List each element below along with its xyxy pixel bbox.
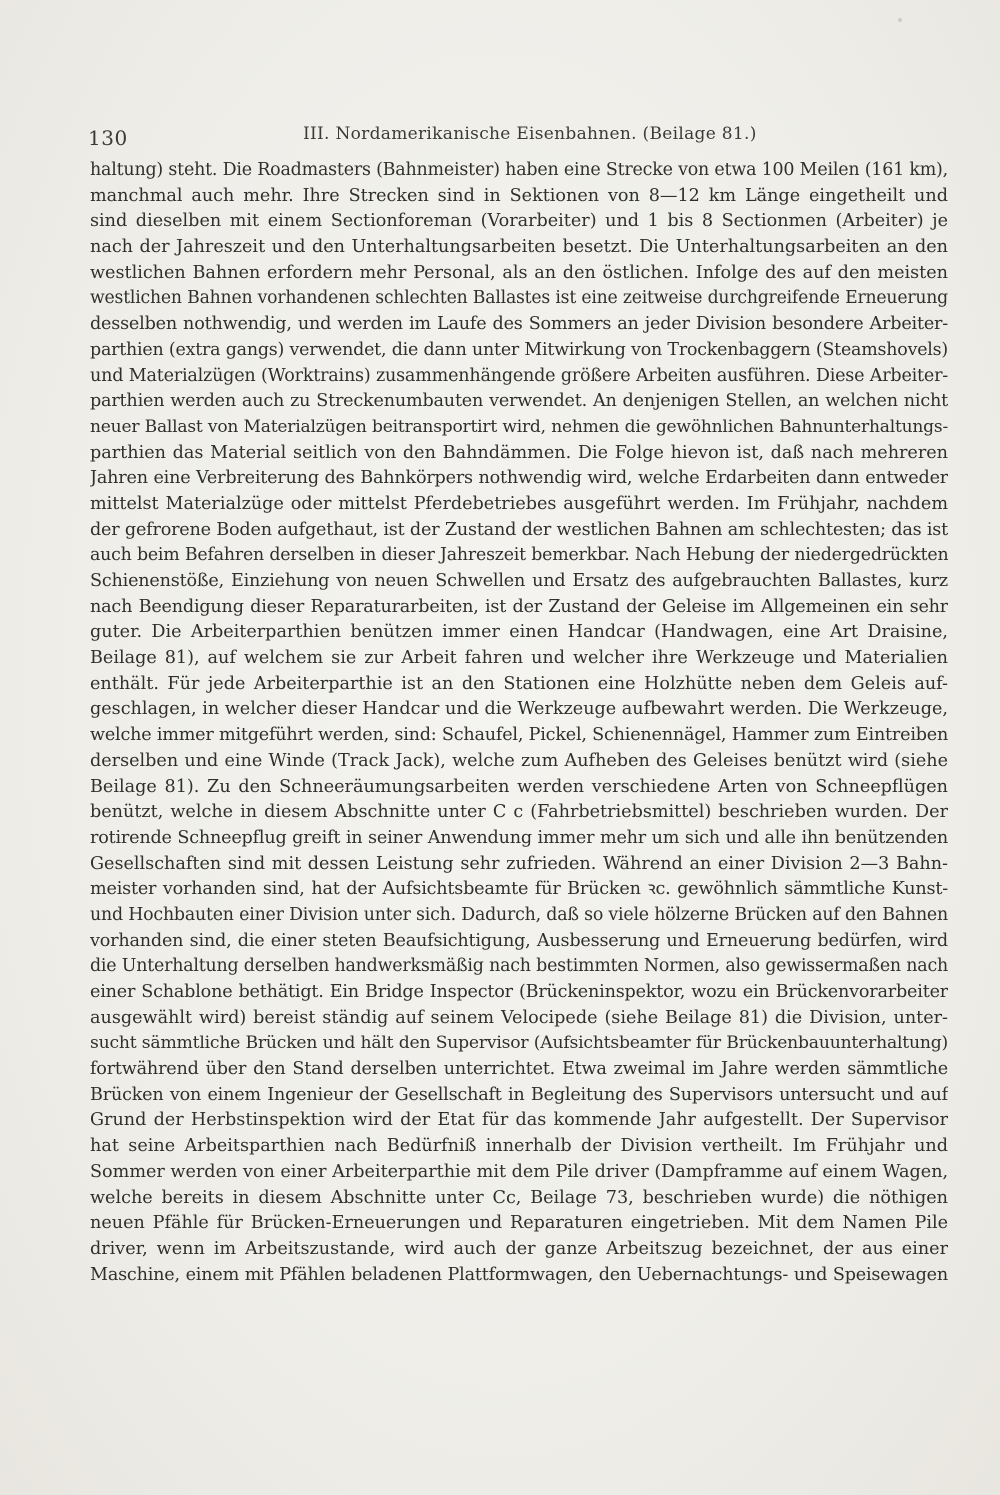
text-line: Beilage 81), auf welchem sie zur Arbeit fahren und welcher ihre Werkzeuge und Materialien (90, 648, 948, 669)
text-line: sind dieselben mit einem Sectionforeman (Vorarbeiter) und 1 bis 8 Sectionmen (Arbeiter) je (90, 211, 948, 232)
text-line: hat seine Arbeitsparthien nach Bedürfniß innerhalb der Division vertheilt. Im Frühjahr und (90, 1136, 948, 1157)
paper-speck (898, 18, 902, 22)
text-line: benützt, welche in diesem Abschnitte unter C c (Fahrbetriebsmittel) beschrieben wurden. Der (90, 802, 948, 823)
text-line: parthien das Material seitlich von den Bahndämmen. Die Folge hievon ist, daß nach mehreren (90, 442, 948, 463)
text-line: geschlagen, in welcher dieser Handcar und die Werkzeuge aufbewahrt werden. Die Werkzeuge, (90, 699, 948, 720)
text-line: fortwährend über den Stand derselben unterrichtet. Etwa zweimal im Jahre werden sämmtliche (90, 1059, 948, 1080)
text-line: manchmal auch mehr. Ihre Strecken sind in Sektionen von 8—12 km Länge eingetheilt und (90, 185, 948, 206)
text-line: Grund der Herbstinspektion wird der Etat für das kommende Jahr aufgestellt. Der Supervisor (90, 1110, 948, 1131)
text-line: Gesellschaften sind mit dessen Leistung sehr zufrieden. Während an einer Division 2—3 Bahn- (90, 853, 948, 874)
text-line: parthien werden auch zu Streckenumbauten verwendet. An denjenigen Stellen, an welchen nicht (90, 391, 948, 412)
text-line: Sommer werden von einer Arbeiterparthie mit dem Pile driver (Dampframme auf einem Wagen, (90, 1161, 948, 1182)
text-line: Brücken von einem Ingenieur der Gesellschaft in Begleitung des Supervisors untersucht und auf (90, 1084, 948, 1105)
text-line: ausgewählt wird) bereist ständig auf seinem Velocipede (siehe Beilage 81) die Division, unter- (90, 1007, 948, 1028)
text-line: Beilage 81). Zu den Schneeräumungsarbeiten werden verschiedene Arten von Schneepflügen (90, 776, 948, 797)
text-line: welche immer mitgeführt werden, sind: Schaufel, Pickel, Schienennägel, Hammer zum Eintreiben (90, 725, 948, 746)
text-line: der gefrorene Boden aufgethaut, ist der Zustand der westlichen Bahnen am schlechtesten; das ist (90, 519, 948, 540)
text-line: Schienenstöße, Einziehung von neuen Schwellen und Ersatz des aufgebrauchten Ballastes, kurz (90, 571, 948, 591)
text-line: westlichen Bahnen erfordern mehr Personal, als an den östlichen. Infolge des auf den meisten (90, 262, 948, 283)
text-line: guter. Die Arbeiterparthien benützen immer einen Handcar (Handwagen, eine Art Draisine, (90, 622, 948, 643)
text-line: desselben nothwendig, und werden im Laufe des Sommers an jeder Division besondere Arbeiter- (90, 314, 948, 335)
page-number: 130 (88, 126, 128, 150)
text-line: nach Beendigung dieser Reparaturarbeiten, ist der Zustand der Geleise im Allgemeinen ein sehr (90, 596, 948, 617)
text-line: meister vorhanden sind, hat der Aufsichtsbeamte für Brücken ꝛc. gewöhnlich sämmtliche Kunst- (90, 879, 948, 900)
text-line: rotirende Schneepflug greift in seiner Anwendung immer mehr um sich und alle ihn benützenden (90, 827, 948, 848)
text-line: auch beim Befahren derselben in dieser Jahreszeit bemerkbar. Nach Hebung der niedergedrückten (90, 545, 948, 566)
text-line: Maschine, einem mit Pfählen beladenen Plattformwagen, den Uebernachtungs- und Speisewagen (90, 1264, 948, 1285)
text-line: parthien (extra gangs) verwendet, die dann unter Mitwirkung von Trockenbaggern (Steamshovels) (90, 339, 948, 360)
page-header (88, 124, 948, 154)
text-line: Jahren eine Verbreiterung des Bahnkörpers nothwendig wird, welche Erdarbeiten dann entweder (90, 468, 948, 489)
text-line: derselben und eine Winde (Track Jack), welche zum Aufheben des Geleises benützt wird (siehe (90, 750, 948, 771)
text-line: und Hochbauten einer Division unter sich. Dadurch, daß so viele hölzerne Brücken auf den Bahnen (90, 904, 948, 925)
text-line: und Materialzügen (Worktrains) zusammenhängende größere Arbeiten ausführen. Diese Arbeiter- (90, 365, 948, 386)
text-line: westlichen Bahnen vorhandenen schlechten Ballastes ist eine zeitweise durchgreifende Erneuerung (90, 288, 948, 309)
text-line: neuen Pfähle für Brücken-Erneuerungen und Reparaturen eingetrieben. Mit dem Namen Pile (90, 1213, 948, 1234)
text-line: enthält. Für jede Arbeiterparthie ist an den Stationen eine Holzhütte neben dem Geleis auf- (90, 673, 948, 694)
text-line: mittelst Materialzüge oder mittelst Pferdebetriebes ausgeführt werden. Im Frühjahr, nachdem (90, 493, 948, 514)
text-line: haltung) steht. Die Roadmasters (Bahnmeister) haben eine Strecke von etwa 100 Meilen (161 km), (90, 160, 948, 180)
text-line: nach der Jahreszeit und den Unterhaltungsarbeiten besetzt. Die Unterhaltungsarbeiten an den (90, 237, 948, 258)
body-text (90, 158, 948, 1288)
text-line: die Unterhaltung derselben handwerksmäßig nach bestimmten Normen, also gewissermaßen nach (90, 956, 948, 977)
text-line: sucht sämmtliche Brücken und hält den Supervisor (Aufsichtsbeamter für Brückenbauunterhaltung) (90, 1033, 948, 1054)
text-line: vorhanden sind, die einer steten Beaufsichtigung, Ausbesserung und Erneuerung bedürfen, wird (90, 930, 948, 951)
running-head: III. Nordamerikanische Eisenbahnen. (Beilage 81.) (303, 124, 757, 144)
text-line: einer Schablone bethätigt. Ein Bridge Inspector (Brückeninspektor, wozu ein Brückenvorarbeiter (90, 982, 948, 1002)
text-line: neuer Ballast von Materialzügen beitransportirt wird, nehmen die gewöhnlichen Bahnunterhaltungs- (90, 416, 948, 437)
text-line: driver, wenn im Arbeitszustande, wird auch der ganze Arbeitszug bezeichnet, der aus einer (90, 1238, 948, 1259)
text-line: welche bereits in diesem Abschnitte unter Cc, Beilage 73, beschrieben wurde) die nöthigen (90, 1187, 948, 1208)
